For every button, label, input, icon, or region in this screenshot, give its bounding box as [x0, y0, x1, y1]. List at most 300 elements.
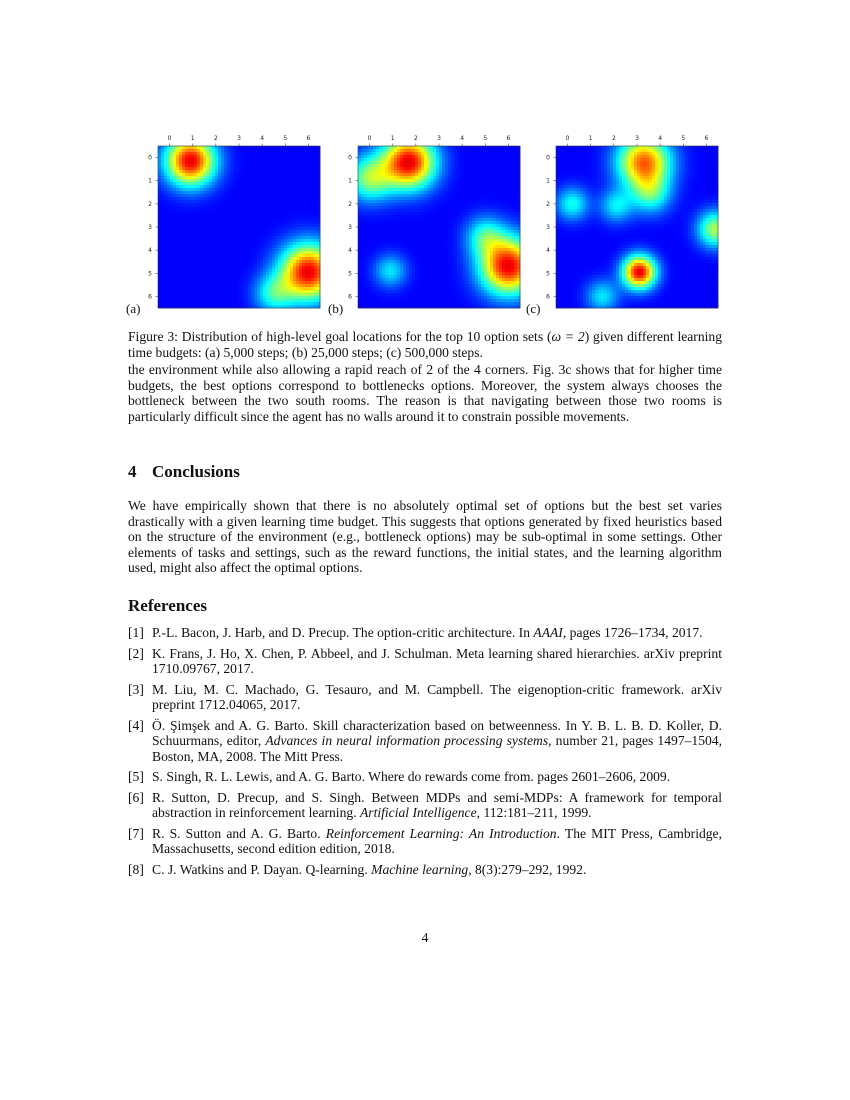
heatmap-cell: [475, 245, 478, 248]
heatmap-cell: [370, 158, 373, 161]
heatmap-cell: [293, 176, 296, 179]
heatmap-cell: [475, 233, 478, 236]
heatmap-cell: [484, 239, 487, 242]
heatmap-cell: [382, 197, 385, 200]
heatmap-cell: [272, 248, 275, 251]
heatmap-cell: [200, 275, 203, 278]
heatmap-cell: [257, 161, 260, 164]
heatmap-cell: [203, 251, 206, 254]
heatmap-cell: [385, 245, 388, 248]
heatmap-cell: [215, 254, 218, 257]
heatmap-cell: [409, 155, 412, 158]
heatmap-cell: [379, 215, 382, 218]
heatmap-cell: [230, 170, 233, 173]
heatmap-cell: [490, 149, 493, 152]
heatmap-cell: [185, 209, 188, 212]
heatmap-cell: [197, 179, 200, 182]
heatmap-cell: [266, 278, 269, 281]
heatmap-cell: [224, 155, 227, 158]
heatmap-cell: [254, 167, 257, 170]
heatmap-cell: [197, 257, 200, 260]
heatmap-cell: [275, 167, 278, 170]
heatmap-cell: [490, 257, 493, 260]
heatmap-cell: [248, 221, 251, 224]
heatmap-cell: [284, 197, 287, 200]
heatmap-cell: [388, 182, 391, 185]
heatmap-cell: [242, 242, 245, 245]
heatmap-cell: [472, 212, 475, 215]
heatmap-cell: [308, 278, 311, 281]
heatmap-cell: [469, 170, 472, 173]
heatmap-cell: [481, 233, 484, 236]
heatmap-cell: [173, 248, 176, 251]
heatmap-cell: [287, 164, 290, 167]
heatmap-cell: [466, 146, 469, 149]
heatmap-cell: [433, 152, 436, 155]
heatmap-cell: [448, 248, 451, 251]
heatmap-cell: [406, 239, 409, 242]
heatmap-cell: [415, 188, 418, 191]
heatmap-cell: [382, 170, 385, 173]
heatmap-cell: [311, 179, 314, 182]
heatmap-cell: [275, 215, 278, 218]
heatmap-cell: [173, 209, 176, 212]
heatmap-cell: [185, 278, 188, 281]
heatmap-cell: [367, 254, 370, 257]
heatmap-cell: [457, 239, 460, 242]
heatmap-cell: [508, 203, 511, 206]
heatmap-cell: [251, 215, 254, 218]
heatmap-cell: [490, 161, 493, 164]
heatmap-cell: [505, 167, 508, 170]
heatmap-cell: [418, 164, 421, 167]
heatmap-cell: [269, 263, 272, 266]
heatmap-cell: [454, 185, 457, 188]
heatmap-cell: [463, 173, 466, 176]
heatmap-cell: [170, 176, 173, 179]
heatmap-cell: [376, 242, 379, 245]
heatmap-cell: [221, 206, 224, 209]
heatmap-cell: [263, 299, 266, 302]
heatmap-cell: [236, 284, 239, 287]
heatmap-cell: [287, 185, 290, 188]
heatmap-cell: [161, 227, 164, 230]
heatmap-cell: [176, 254, 179, 257]
heatmap-cell: [391, 242, 394, 245]
heatmap-cell: [230, 263, 233, 266]
heatmap-cell: [161, 149, 164, 152]
heatmap-cell: [436, 176, 439, 179]
heatmap-cell: [272, 236, 275, 239]
heatmap-cell: [490, 182, 493, 185]
heatmap-cell: [251, 254, 254, 257]
heatmap-cell: [397, 209, 400, 212]
heatmap-cell: [466, 209, 469, 212]
heatmap-cell: [511, 170, 514, 173]
heatmap-cell: [164, 230, 167, 233]
heatmap-cell: [302, 281, 305, 284]
heatmap-cell: [385, 200, 388, 203]
heatmap-cell: [421, 257, 424, 260]
heatmap-cell: [296, 224, 299, 227]
heatmap-cell: [281, 254, 284, 257]
heatmap-cell: [385, 188, 388, 191]
heatmap-cell: [502, 188, 505, 191]
heatmap-cell: [191, 212, 194, 215]
heatmap-cell: [278, 248, 281, 251]
heatmap-cell: [227, 215, 230, 218]
heatmap-cell: [379, 176, 382, 179]
heatmap-cell: [400, 230, 403, 233]
heatmap-cell: [302, 242, 305, 245]
heatmap-cell: [254, 257, 257, 260]
heatmap-cell: [224, 290, 227, 293]
heatmap-cell: [290, 200, 293, 203]
heatmap-cell: [275, 152, 278, 155]
heatmap-cell: [358, 203, 361, 206]
heatmap-cell: [400, 227, 403, 230]
heatmap-cell: [215, 185, 218, 188]
heatmap-cell: [194, 191, 197, 194]
heatmap-cell: [302, 167, 305, 170]
heatmap-cell: [173, 197, 176, 200]
heatmap-cell: [382, 212, 385, 215]
heatmap-cell: [191, 263, 194, 266]
heatmap-cell: [361, 182, 364, 185]
heatmap-cell: [379, 245, 382, 248]
heatmap-cell: [367, 221, 370, 224]
heatmap-cell: [466, 194, 469, 197]
heatmap-cell: [379, 203, 382, 206]
heatmap-cell: [493, 158, 496, 161]
heatmap-cell: [469, 227, 472, 230]
heatmap-cell: [311, 236, 314, 239]
heatmap-cell: [367, 158, 370, 161]
heatmap-cell: [424, 158, 427, 161]
heatmap-cell: [182, 227, 185, 230]
heatmap-cell: [308, 266, 311, 269]
heatmap-cell: [511, 221, 514, 224]
heatmap-cell: [170, 209, 173, 212]
heatmap-cell: [376, 194, 379, 197]
heatmap-cell: [424, 191, 427, 194]
heatmap-cell: [251, 155, 254, 158]
heatmap-cell: [164, 212, 167, 215]
heatmap-cell: [433, 149, 436, 152]
heatmap-cell: [182, 284, 185, 287]
heatmap-cell: [382, 155, 385, 158]
heatmap-cell: [445, 152, 448, 155]
heatmap-cell: [394, 230, 397, 233]
heatmap-cell: [505, 155, 508, 158]
heatmap-cell: [200, 287, 203, 290]
heatmap-cell: [158, 230, 161, 233]
heatmap-cell: [203, 293, 206, 296]
heatmap-cell: [457, 224, 460, 227]
heatmap-cell: [230, 272, 233, 275]
heatmap-cell: [499, 257, 502, 260]
heatmap-cell: [287, 152, 290, 155]
heatmap-cell: [487, 155, 490, 158]
heatmap-cell: [293, 290, 296, 293]
heatmap-cell: [221, 302, 224, 305]
heatmap-cell: [257, 221, 260, 224]
heatmap-cell: [272, 215, 275, 218]
heatmap-cell: [290, 206, 293, 209]
heatmap-cell: [218, 248, 221, 251]
heatmap-cell: [379, 230, 382, 233]
heatmap-cell: [179, 284, 182, 287]
heatmap-cell: [239, 203, 242, 206]
heatmap-cell: [418, 200, 421, 203]
heatmap-cell: [170, 245, 173, 248]
heatmap-cell: [364, 170, 367, 173]
heatmap-cell: [418, 242, 421, 245]
heatmap-cell: [239, 146, 242, 149]
heatmap-cell: [182, 185, 185, 188]
heatmap-cell: [427, 158, 430, 161]
heatmap-cell: [254, 179, 257, 182]
heatmap-cell: [296, 176, 299, 179]
heatmap-cell: [170, 206, 173, 209]
heatmap-cell: [167, 218, 170, 221]
heatmap-cell: [385, 203, 388, 206]
heatmap-cell: [278, 170, 281, 173]
heatmap-cell: [466, 239, 469, 242]
heatmap-cell: [236, 266, 239, 269]
heatmap-cell: [448, 221, 451, 224]
heatmap-cell: [266, 149, 269, 152]
heatmap-cell: [436, 203, 439, 206]
heatmap-cell: [451, 188, 454, 191]
heatmap-cell: [194, 257, 197, 260]
heatmap-cell: [218, 296, 221, 299]
heatmap-cell: [275, 161, 278, 164]
heatmap-cell: [188, 284, 191, 287]
heatmap-cell: [212, 182, 215, 185]
heatmap-cell: [439, 167, 442, 170]
heatmap-cell: [266, 281, 269, 284]
heatmap-cell: [427, 176, 430, 179]
heatmap-cell: [236, 275, 239, 278]
heatmap-cell: [194, 290, 197, 293]
heatmap-cell: [206, 287, 209, 290]
heatmap-cell: [299, 299, 302, 302]
heatmap-cell: [364, 257, 367, 260]
heatmap-cell: [373, 185, 376, 188]
heatmap-cell: [433, 164, 436, 167]
heatmap-cell: [254, 251, 257, 254]
heatmap-cell: [227, 251, 230, 254]
heatmap-cell: [427, 194, 430, 197]
heatmap-cell: [314, 284, 317, 287]
heatmap-cell: [275, 302, 278, 305]
heatmap-cell: [484, 233, 487, 236]
heatmap-cell: [245, 248, 248, 251]
heatmap-cell: [185, 206, 188, 209]
heatmap-cell: [275, 272, 278, 275]
heatmap-cell: [224, 293, 227, 296]
heatmap-cell: [230, 281, 233, 284]
heatmap-cell: [161, 299, 164, 302]
heatmap-cell: [170, 146, 173, 149]
heatmap-cell: [239, 269, 242, 272]
heatmap-cell: [469, 176, 472, 179]
heatmap-cell: [403, 173, 406, 176]
heatmap-cell: [191, 176, 194, 179]
heatmap-cell: [242, 191, 245, 194]
heatmap-cell: [454, 200, 457, 203]
heatmap-cell: [308, 206, 311, 209]
heatmap-cell: [481, 194, 484, 197]
heatmap-cell: [394, 188, 397, 191]
heatmap-cell: [308, 203, 311, 206]
heatmap-cell: [197, 188, 200, 191]
heatmap-cell: [290, 272, 293, 275]
heatmap-cell: [376, 179, 379, 182]
heatmap-cell: [451, 212, 454, 215]
heatmap-cell: [451, 170, 454, 173]
heatmap-cell: [179, 164, 182, 167]
heatmap-cell: [203, 155, 206, 158]
heatmap-cell: [445, 203, 448, 206]
heatmap-cell: [233, 242, 236, 245]
heatmap-cell: [245, 185, 248, 188]
heatmap-cell: [191, 191, 194, 194]
heatmap-cell: [302, 152, 305, 155]
heatmap-cell: [358, 176, 361, 179]
heatmap-cell: [379, 161, 382, 164]
heatmap-cell: [463, 164, 466, 167]
heatmap-cell: [382, 194, 385, 197]
heatmap-cell: [227, 188, 230, 191]
heatmap-cell: [391, 230, 394, 233]
heatmap-cell: [164, 293, 167, 296]
heatmap-cell: [451, 194, 454, 197]
heatmap-cell: [302, 293, 305, 296]
heatmap-cell: [230, 302, 233, 305]
heatmap-cell: [439, 152, 442, 155]
heatmap-cell: [370, 245, 373, 248]
heatmap-cell: [493, 206, 496, 209]
heatmap-cell: [508, 257, 511, 260]
heatmap-cell: [490, 197, 493, 200]
heatmap-cell: [245, 299, 248, 302]
heatmap-cell: [511, 251, 514, 254]
heatmap-cell: [496, 194, 499, 197]
heatmap-cell: [502, 149, 505, 152]
heatmap-cell: [218, 245, 221, 248]
heatmap-cell: [358, 182, 361, 185]
heatmap-cell: [388, 239, 391, 242]
heatmap-cell: [227, 248, 230, 251]
heatmap-cell: [305, 284, 308, 287]
heatmap-cell: [197, 197, 200, 200]
heatmap-cell: [469, 209, 472, 212]
heatmap-cell: [164, 236, 167, 239]
heatmap-cell: [379, 170, 382, 173]
heatmap-cell: [176, 173, 179, 176]
heatmap-cell: [197, 203, 200, 206]
heatmap-cell: [496, 188, 499, 191]
heatmap-cell: [415, 173, 418, 176]
heatmap-cell: [266, 257, 269, 260]
heatmap-cell: [245, 272, 248, 275]
heatmap-cell: [161, 164, 164, 167]
heatmap-cell: [505, 173, 508, 176]
heatmap-cell: [394, 248, 397, 251]
heatmap-cell: [305, 275, 308, 278]
heatmap-cell: [260, 227, 263, 230]
heatmap-cell: [212, 275, 215, 278]
heatmap-cell: [451, 230, 454, 233]
heatmap-cell: [469, 182, 472, 185]
heatmap-cell: [457, 218, 460, 221]
heatmap-cell: [296, 212, 299, 215]
heatmap-cell: [403, 245, 406, 248]
heatmap-cell: [314, 272, 317, 275]
heatmap-cell: [382, 161, 385, 164]
heatmap-cell: [502, 161, 505, 164]
heatmap-cell: [239, 275, 242, 278]
heatmap-cell: [505, 203, 508, 206]
heatmap-cell: [445, 200, 448, 203]
heatmap-cell: [290, 251, 293, 254]
heatmap-cell: [382, 257, 385, 260]
heatmap-cell: [176, 161, 179, 164]
heatmap-cell: [493, 221, 496, 224]
heatmap-cell: [487, 215, 490, 218]
heatmap-cell: [203, 212, 206, 215]
heatmap-cell: [427, 203, 430, 206]
heatmap-cell: [376, 236, 379, 239]
heatmap-cell: [203, 269, 206, 272]
heatmap-cell: [487, 152, 490, 155]
heatmap-cell: [200, 299, 203, 302]
heatmap-cell: [308, 221, 311, 224]
heatmap-cell: [314, 296, 317, 299]
heatmap-cell: [379, 182, 382, 185]
heatmap-cell: [469, 194, 472, 197]
heatmap-cell: [206, 269, 209, 272]
heatmap-cell: [424, 200, 427, 203]
heatmap-cell: [391, 179, 394, 182]
heatmap-cell: [427, 215, 430, 218]
heatmap-cell: [281, 167, 284, 170]
heatmap-cell: [242, 155, 245, 158]
heatmap-cell: [284, 173, 287, 176]
y-tick-label: 5: [148, 270, 152, 278]
heatmap-cell: [227, 293, 230, 296]
heatmap-cell: [460, 257, 463, 260]
heatmap-cell: [439, 176, 442, 179]
heatmap-cell: [314, 200, 317, 203]
heatmap-cell: [409, 170, 412, 173]
heatmap-cell: [212, 236, 215, 239]
heatmap-cell: [230, 146, 233, 149]
heatmap-cell: [421, 236, 424, 239]
heatmap-cell: [406, 203, 409, 206]
heatmap-cell: [161, 185, 164, 188]
heatmap-cell: [442, 251, 445, 254]
heatmap-cell: [263, 302, 266, 305]
heatmap-cell: [445, 197, 448, 200]
heatmap-cell: [173, 182, 176, 185]
heatmap-cell: [460, 155, 463, 158]
heatmap-cell: [179, 299, 182, 302]
heatmap-cell: [502, 200, 505, 203]
heatmap-cell: [260, 284, 263, 287]
